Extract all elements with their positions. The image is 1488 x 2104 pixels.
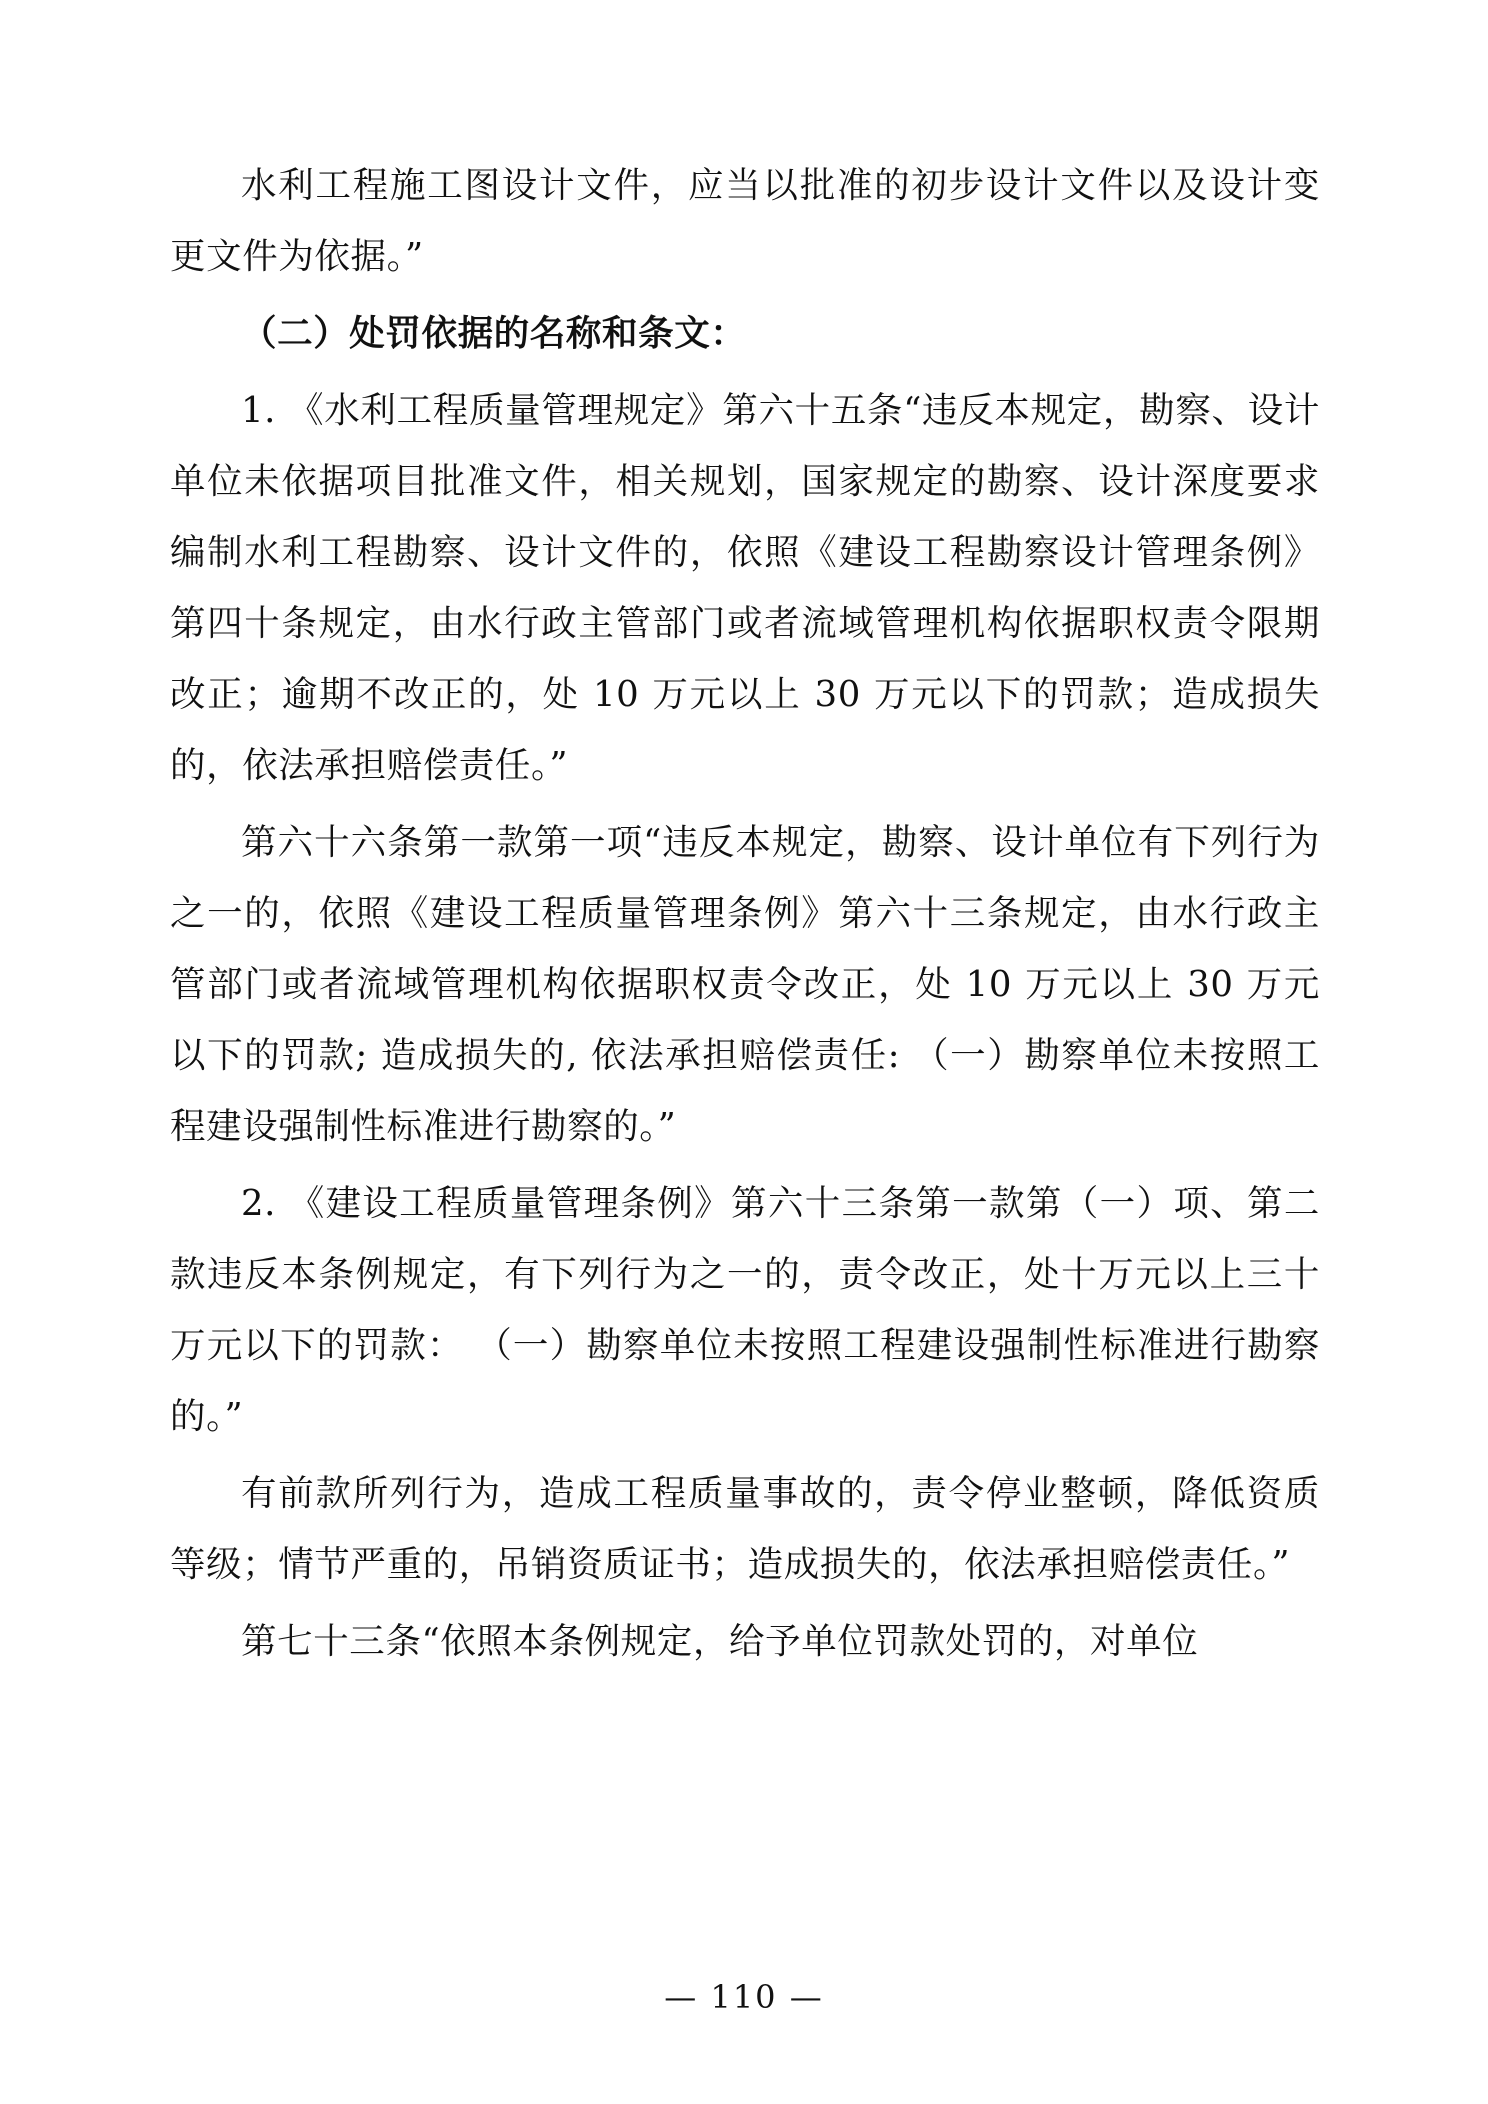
paragraph-item-1-water-quality-regulation: 1. 《水利工程质量管理规定》第六十五条“违反本规定，勘察、设计单位未依据项目批准文件，相关规划，国家规定的勘察、设计深度要求编制水利工程勘察、设计文件的，依照《建设工程勘察设计管理条例》第四十条规定，由水行政主管部门或者流域管理机构依据职权责令限期改正；逾期不改正的，处 10 万元以上 30 万元以下的罚款；造成损失的，依法承担赔偿责任。” [170, 390, 1320, 786]
document-body [170, 150, 1320, 1677]
paragraph-design-documents-basis: 水利工程施工图设计文件，应当以批准的初步设计文件以及设计变更文件为依据。” [170, 165, 1320, 277]
paragraph-article-73: 第七十三条“依照本条例规定，给予单位罚款处罚的，对单位 [241, 1621, 1199, 1662]
heading-penalty-basis: （二）处罚依据的名称和条文： [241, 313, 747, 354]
page-number: — 110 — [664, 1978, 824, 2016]
paragraph-item-2-construction-quality-regulation: 2. 《建设工程质量管理条例》第六十三条第一款第（一）项、第二款违反本条例规定，有下列行为之一的，责令改正，处十万元以上三十万元以下的罚款： （一）勘察单位未按照工程建设强制性标准进行勘察的。” [170, 1183, 1320, 1437]
paragraph-preceding-clause-consequences: 有前款所列行为，造成工程质量事故的，责令停业整顿，降低资质等级；情节严重的，吊销资质证书；造成损失的，依法承担赔偿责任。” [170, 1473, 1320, 1585]
paragraph-article-66: 第六十六条第一款第一项“违反本规定，勘察、设计单位有下列行为之一的，依照《建设工程质量管理条例》第六十三条规定，由水行政主管部门或者流域管理机构依据职权责令改正，处 10 万元以上 30 万元以下的罚款; 造成损失的, 依法承担赔偿责任: （一）勘察单位未按照工程建设强制性标准进行勘察的。” [170, 822, 1320, 1147]
